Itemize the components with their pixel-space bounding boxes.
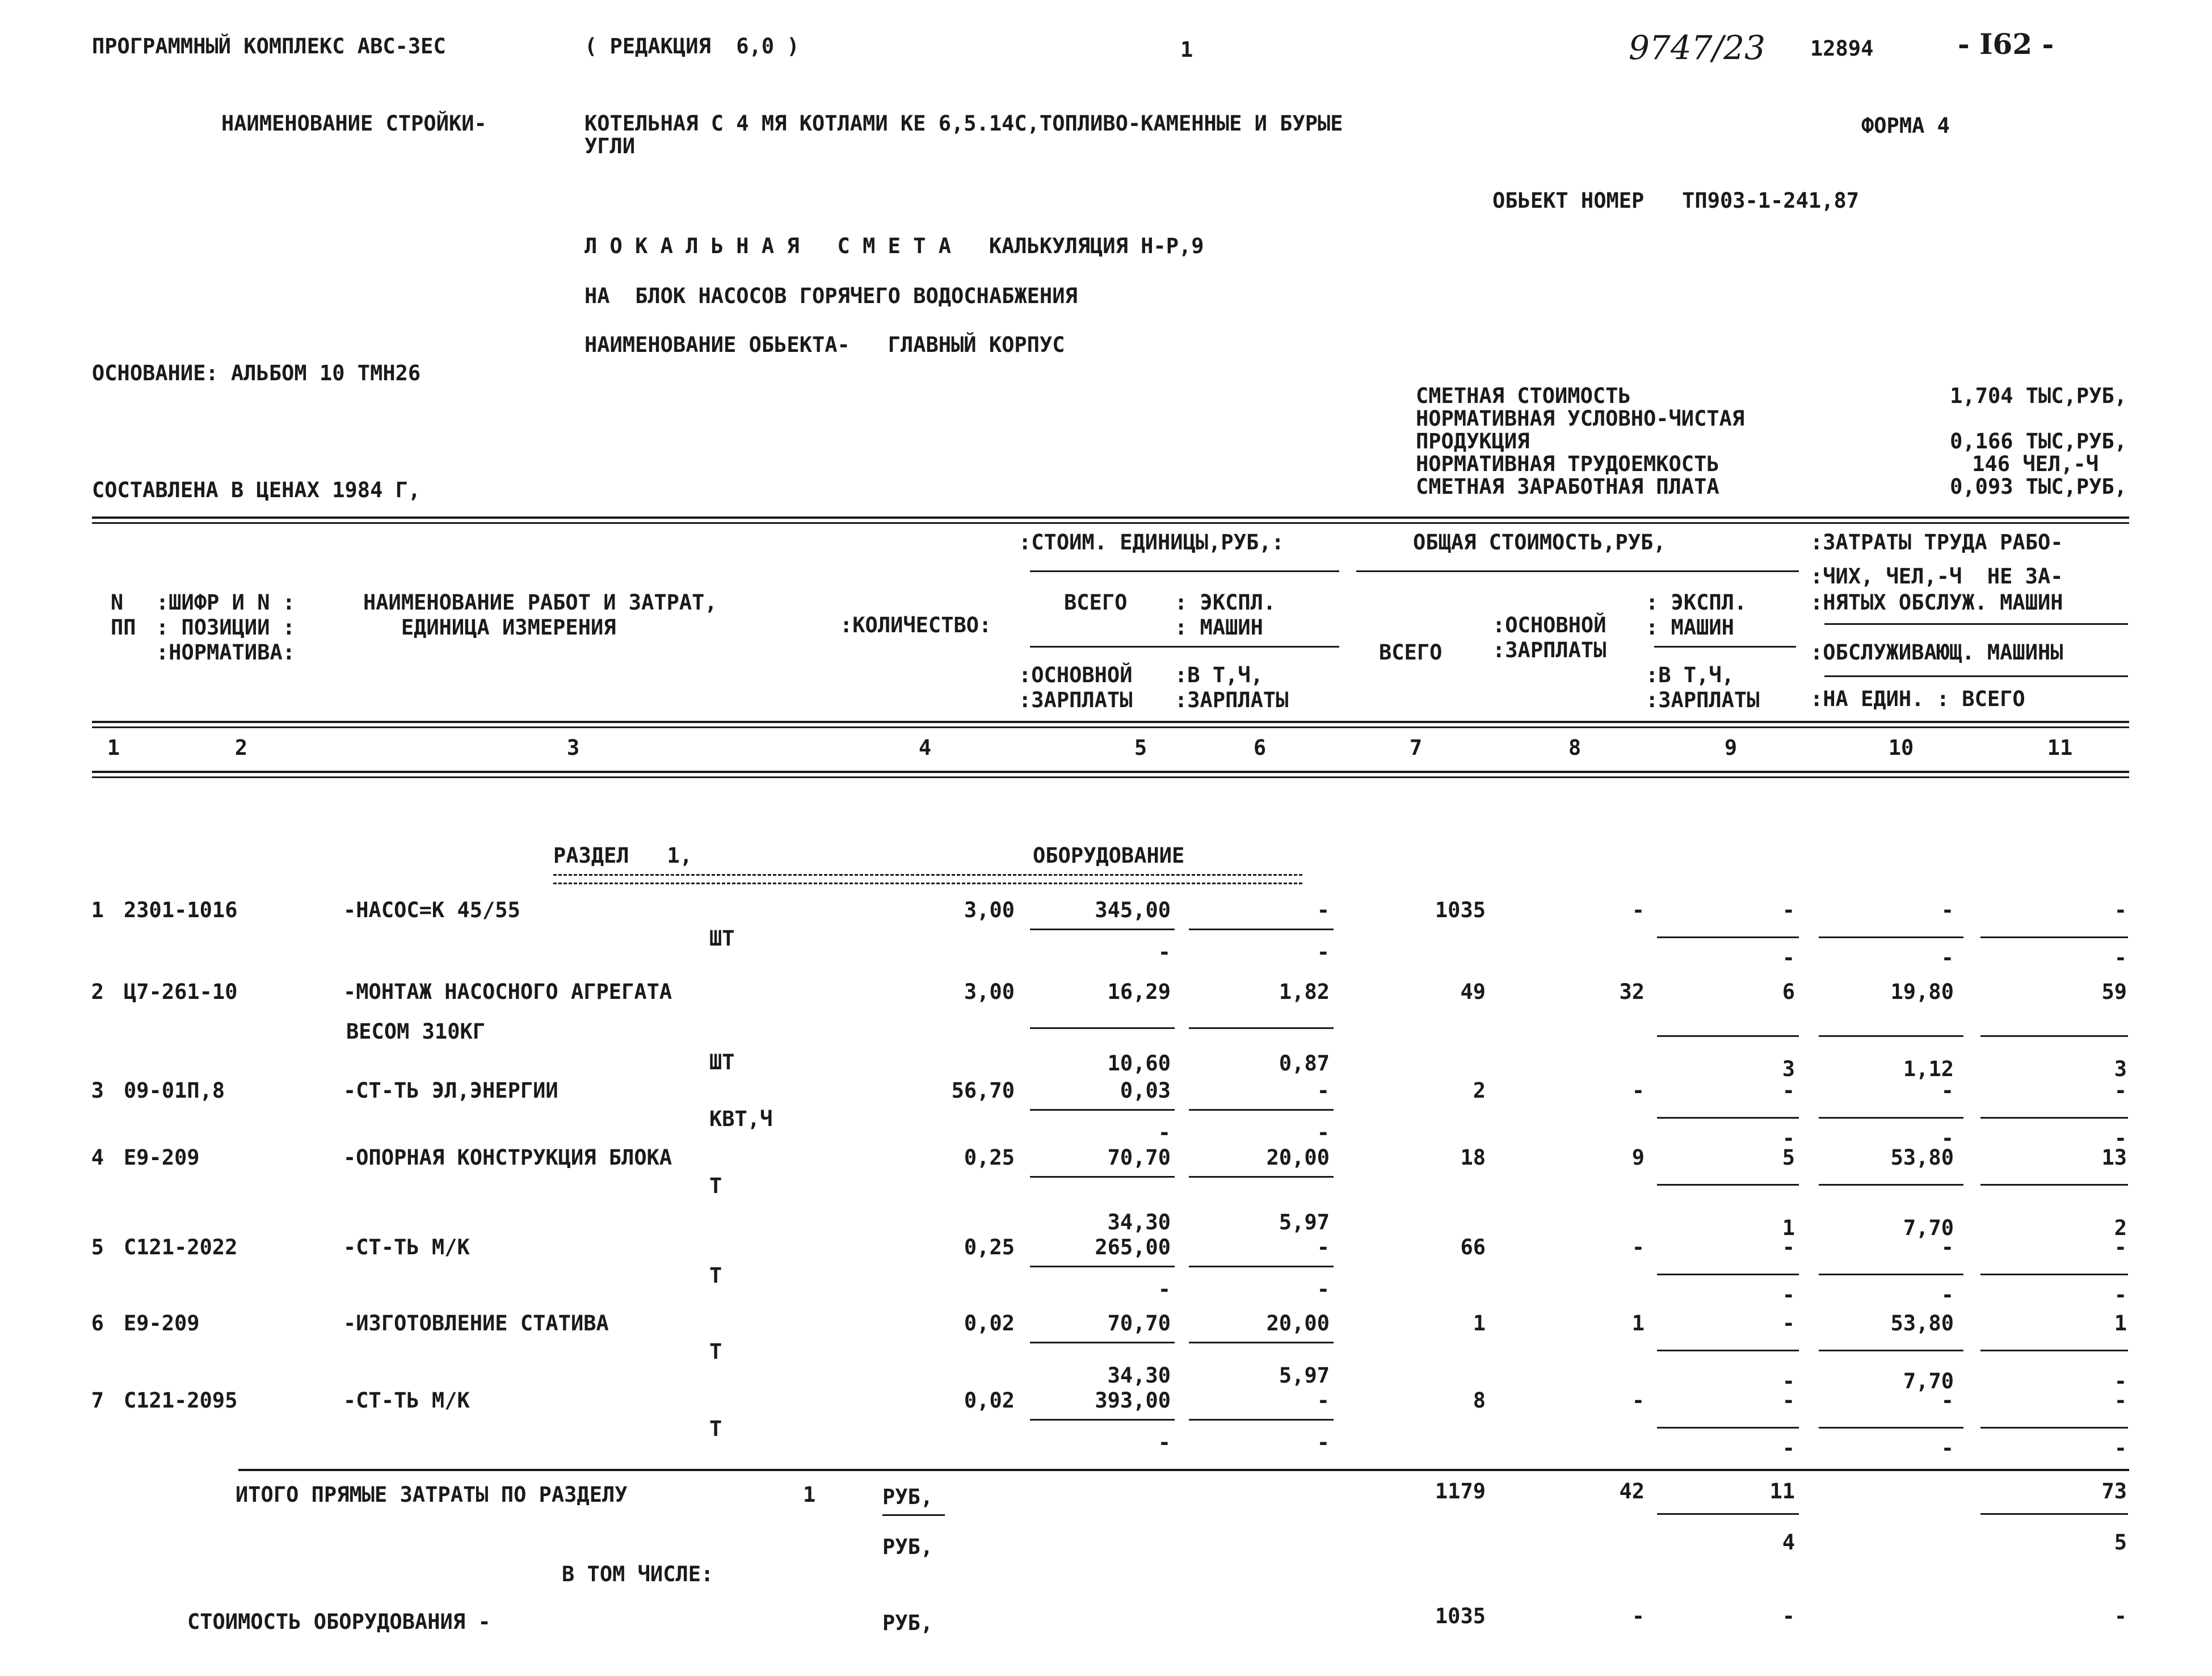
rule-labor-total — [1980, 1350, 2128, 1351]
row-unit-wage: - — [1158, 940, 1171, 964]
col-6-header-mwage: :В Т,Ч, :ЗАРПЛАТЫ — [1175, 663, 1289, 712]
row-labor-unit-2: 7,70 — [1903, 1216, 1954, 1240]
row-code: Е9-209 — [124, 1145, 200, 1170]
row-labor-total-2: - — [2114, 946, 2127, 970]
row-name: -СТ-ТЬ ЭЛ,ЭНЕРГИИ — [343, 1078, 558, 1103]
row-labor-total: 13 — [2101, 1145, 2127, 1170]
row-labor-total-2: 2 — [2114, 1216, 2127, 1240]
row-total: 8 — [1473, 1388, 1486, 1413]
labor-header-3: :НЯТЫХ ОБСЛУЖ. МАШИН — [1810, 590, 2063, 615]
rule-unit-cost — [1030, 570, 1339, 572]
row-total-wage: 1 — [1631, 1311, 1645, 1335]
row-labor-unit-2: - — [1941, 946, 1954, 970]
row-unit-wage: 34,30 — [1107, 1210, 1171, 1234]
row-labor-total: 59 — [2101, 980, 2127, 1004]
estimate-subject: НА БЛОК НАСОСОВ ГОРЯЧЕГО ВОДОСНАБЖЕНИЯ — [584, 284, 1078, 308]
row-total-wage: 9 — [1631, 1145, 1645, 1170]
row-unit-machines: 20,00 — [1266, 1311, 1330, 1335]
row-labor-unit: 19,80 — [1890, 980, 1954, 1004]
totals-labor-2: 5 — [2114, 1530, 2127, 1555]
summary-label: СМЕТНАЯ ЗАРАБОТНАЯ ПЛАТА — [1416, 474, 1719, 499]
row-unit-machine-wage: - — [1317, 1430, 1330, 1455]
rule-labor-total — [1980, 1274, 2128, 1275]
row-total-wage: - — [1631, 1388, 1645, 1413]
row-total-machine-wage: - — [1782, 1436, 1795, 1460]
row-unit-machines: - — [1317, 1235, 1330, 1259]
col-6-header-machines: : ЭКСПЛ. : МАШИН — [1175, 590, 1276, 640]
col-number: 1 — [107, 736, 120, 760]
col-5-header-total: ВСЕГО — [1064, 590, 1128, 615]
rule-totals-unit — [882, 1514, 945, 1516]
row-unit-machine-wage: - — [1317, 940, 1330, 964]
row-labor-total-2: - — [2114, 1283, 2127, 1307]
row-unit-total: 345,00 — [1095, 898, 1171, 922]
rule-labor-unit — [1819, 1117, 1963, 1119]
unit-cost-header: :СТОИМ. ЕДИНИЦЫ,РУБ,: — [1019, 530, 1284, 555]
row-unit-wage: - — [1158, 1430, 1171, 1455]
col-number: 5 — [1134, 736, 1147, 760]
row-quantity: 3,00 — [964, 898, 1015, 922]
row-total-machines: - — [1782, 1235, 1795, 1259]
rule-unit-machines — [1189, 1266, 1334, 1267]
row-name-cont: ВЕСОМ 310КГ — [346, 1019, 486, 1044]
row-total-machines: - — [1782, 1078, 1795, 1103]
row-unit: Т — [709, 1339, 722, 1364]
row-unit-machines: 1,82 — [1279, 980, 1330, 1004]
totals-section: 1 — [803, 1482, 816, 1507]
summary-value: 0,166 ТЫС,РУБ, — [1950, 429, 2127, 453]
row-labor-total: - — [2114, 1235, 2127, 1259]
row-unit-machines: 20,00 — [1266, 1145, 1330, 1170]
rule-total-machines — [1657, 1117, 1799, 1119]
row-unit-wage: - — [1158, 1120, 1171, 1145]
row-labor-total-2: - — [2114, 1126, 2127, 1150]
row-quantity: 0,25 — [964, 1145, 1015, 1170]
row-number: 5 — [91, 1235, 104, 1259]
row-total-machines: - — [1782, 1388, 1795, 1413]
including-label: В ТОМ ЧИСЛЕ: — [562, 1562, 714, 1586]
col-number: 8 — [1568, 736, 1582, 760]
rule-unit-total — [1030, 1176, 1175, 1178]
rule-totals-labor — [1980, 1513, 2128, 1515]
rule-header-bottom-2 — [92, 726, 2129, 728]
rule-unit-machines — [1189, 1419, 1334, 1421]
rule-nums-bottom-2 — [92, 776, 2129, 778]
row-quantity: 3,00 — [964, 980, 1015, 1004]
row-labor-unit-2: - — [1941, 1283, 1954, 1307]
col-2-header: :ШИФР И N : : ПОЗИЦИИ : :НОРМАТИВА: — [156, 590, 296, 665]
row-labor-unit: - — [1941, 1388, 1954, 1413]
row-unit-machine-wage: 5,97 — [1279, 1210, 1330, 1234]
row-unit: Т — [709, 1263, 722, 1288]
rule-top — [92, 516, 2129, 519]
construction-label: НАИМЕНОВАНИЕ СТРОЙКИ- — [221, 111, 487, 136]
row-unit: Т — [709, 1417, 722, 1441]
rule-nums-bottom — [92, 771, 2129, 773]
row-unit: КВТ,Ч — [709, 1107, 773, 1131]
rule-labor-unit — [1819, 1035, 1963, 1037]
row-labor-unit-2: - — [1941, 1436, 1954, 1460]
row-unit-total: 16,29 — [1107, 980, 1171, 1004]
col-8-header: :ОСНОВНОЙ :ЗАРПЛАТЫ — [1492, 613, 1607, 662]
row-labor-unit: - — [1941, 898, 1954, 922]
equipment-cost-machines: - — [1782, 1604, 1795, 1628]
col-number: 9 — [1724, 736, 1738, 760]
row-number: 4 — [91, 1145, 104, 1170]
totals-label: ИТОГО ПРЯМЫЕ ЗАТРАТЫ ПО РАЗДЕЛУ — [236, 1482, 628, 1507]
row-total-machines: - — [1782, 898, 1795, 922]
row-labor-unit-2: 1,12 — [1903, 1057, 1954, 1081]
row-number: 7 — [91, 1388, 104, 1413]
rule-unit-machines — [1189, 1109, 1334, 1111]
row-quantity: 56,70 — [951, 1078, 1015, 1103]
rule-unit-machines — [1189, 1342, 1334, 1343]
construction-name: КОТЕЛЬНАЯ С 4 МЯ КОТЛАМИ КЕ 6,5.14С,ТОПЛИВО-КАМЕННЫЕ И БУРЫЕ — [584, 111, 1343, 136]
totals-total: 1179 — [1435, 1479, 1486, 1503]
document-code: 12894 — [1810, 36, 1874, 61]
summary-value: 146 ЧЕЛ,-Ч — [1972, 452, 2099, 476]
rule-unit-machines — [1189, 1176, 1334, 1178]
col-number: 6 — [1253, 736, 1267, 760]
row-unit: ШТ — [709, 1050, 735, 1074]
program-name: ПРОГРАММНЫЙ КОМПЛЕКС АВС-ЗЕС — [92, 34, 446, 58]
row-unit-total: 0,03 — [1120, 1078, 1171, 1103]
summary-label: СМЕТНАЯ СТОИМОСТЬ — [1416, 384, 1631, 408]
row-total-machine-wage: - — [1782, 1283, 1795, 1307]
row-unit-machines: - — [1317, 1078, 1330, 1103]
rule-total-machines — [1657, 1427, 1799, 1429]
row-total-wage: - — [1631, 898, 1645, 922]
row-total-machines: 5 — [1782, 1145, 1795, 1170]
labor-header-2: :ЧИХ, ЧЕЛ,-Ч НЕ ЗА- — [1810, 564, 2063, 589]
rule-labor-total — [1980, 1117, 2128, 1119]
row-name: -ИЗГОТОВЛЕНИЕ СТАТИВА — [343, 1311, 609, 1335]
row-unit-wage: 10,60 — [1107, 1051, 1171, 1076]
row-total-wage: 32 — [1619, 980, 1645, 1004]
row-unit-wage: 34,30 — [1107, 1363, 1171, 1388]
summary-label: ПРОДУКЦИЯ — [1416, 429, 1530, 453]
col-number: 3 — [566, 736, 580, 760]
row-total-wage: - — [1631, 1078, 1645, 1103]
equipment-cost-label: СТОИМОСТЬ ОБОРУДОВАНИЯ - — [187, 1610, 491, 1634]
totals-unit-2: РУБ, — [882, 1535, 933, 1559]
row-name: -СТ-ТЬ М/К — [343, 1388, 470, 1413]
row-total: 2 — [1473, 1078, 1486, 1103]
row-code: Ц7-261-10 — [124, 980, 238, 1004]
row-total: 1035 — [1435, 898, 1486, 922]
estimate-title: Л О К А Л Ь Н А Я С М Е Т А КАЛЬКУЛЯЦИЯ Н-Р,9 — [584, 234, 1204, 258]
rule-total-cost — [1356, 570, 1799, 572]
section-label: РАЗДЕЛ 1, — [553, 843, 693, 868]
rule-labor-total — [1980, 1184, 2128, 1186]
row-labor-unit: 53,80 — [1890, 1145, 1954, 1170]
row-labor-total-2: - — [2114, 1436, 2127, 1460]
equipment-cost-total: 1035 — [1435, 1604, 1486, 1628]
row-quantity: 0,25 — [964, 1235, 1015, 1259]
row-number: 1 — [91, 898, 104, 922]
rule-labor-unit — [1819, 936, 1963, 938]
row-labor-total: - — [2114, 898, 2127, 922]
rule-labor-total — [1980, 936, 2128, 938]
rule-labor-unit — [1819, 1274, 1963, 1275]
row-name: -МОНТАЖ НАСОСНОГО АГРЕГАТА — [343, 980, 672, 1004]
rule-total-machines — [1657, 1350, 1799, 1351]
form-number: ФОРМА 4 — [1861, 114, 1950, 138]
edition: ( РЕДАКЦИЯ 6,0 ) — [584, 34, 800, 58]
row-code: С121-2095 — [124, 1388, 238, 1413]
construction-name-cont: УГЛИ — [584, 134, 636, 158]
row-code: 09-01П,8 — [124, 1078, 225, 1103]
compiled-prices: СОСТАВЛЕНА В ЦЕНАХ 1984 Г, — [92, 478, 421, 502]
rule-totals-mach — [1657, 1513, 1799, 1515]
row-unit: Т — [709, 1174, 722, 1198]
row-unit-machine-wage: 0,87 — [1279, 1051, 1330, 1076]
row-labor-unit: - — [1941, 1235, 1954, 1259]
object-name: НАИМЕНОВАНИЕ ОБЬЕКТА- ГЛАВНЫЙ КОРПУС — [584, 333, 1065, 357]
row-labor-unit: - — [1941, 1078, 1954, 1103]
rule-total-machines — [1657, 1274, 1799, 1275]
rule-labor — [1824, 623, 2128, 625]
col-9-header-mwage: :В Т,Ч, :ЗАРПЛАТЫ — [1646, 663, 1760, 712]
totals-unit: РУБ, — [882, 1485, 933, 1509]
row-unit-total: 70,70 — [1107, 1145, 1171, 1170]
row-unit-total: 70,70 — [1107, 1311, 1171, 1335]
handwritten-number: 9747/23 — [1629, 28, 1765, 67]
rule-unit-machines — [1189, 929, 1334, 930]
row-unit-machines: - — [1317, 1388, 1330, 1413]
rule-unit-total — [1030, 929, 1175, 930]
row-total: 66 — [1460, 1235, 1486, 1259]
row-name: -СТ-ТЬ М/К — [343, 1235, 470, 1259]
row-labor-unit: 53,80 — [1890, 1311, 1954, 1335]
rule-labor-unit — [1819, 1350, 1963, 1351]
row-total-machine-wage: - — [1782, 1126, 1795, 1150]
labor-header-5: :НА ЕДИН. : ВСЕГО — [1810, 687, 2025, 711]
rule-unit-total — [1030, 1342, 1175, 1343]
row-unit-wage: - — [1158, 1277, 1171, 1301]
col-number: 4 — [918, 736, 932, 760]
rule-top-2 — [92, 522, 2129, 524]
sheet-number: 1 — [1180, 37, 1193, 62]
labor-header-4: :ОБСЛУЖИВАЮЩ. МАШИНЫ — [1810, 640, 2063, 665]
row-total-wage: - — [1631, 1235, 1645, 1259]
col-number: 2 — [234, 736, 248, 760]
col-number: 10 — [1888, 736, 1914, 760]
row-total-machines: 6 — [1782, 980, 1795, 1004]
summary-label: НОРМАТИВНАЯ ТРУДОЕМКОСТЬ — [1416, 452, 1719, 476]
col-3-header: НАИМЕНОВАНИЕ РАБОТ И ЗАТРАТ, ЕДИНИЦА ИЗМЕРЕНИЯ — [363, 590, 717, 640]
rule-unit-total — [1030, 1266, 1175, 1267]
summary-value: 0,093 ТЫС,РУБ, — [1950, 474, 2127, 499]
rule-labor-unit — [1819, 1427, 1963, 1429]
object-number: ОБЬЕКТ НОМЕР ТП903-1-241,87 — [1492, 188, 1860, 213]
rule-unit-total — [1030, 1419, 1175, 1421]
rule-total-machines — [1657, 936, 1799, 938]
labor-header-1: :ЗАТРАТЫ ТРУДА РАБО- — [1810, 530, 2063, 555]
equipment-cost-labor: - — [2114, 1604, 2127, 1628]
col-number: 7 — [1409, 736, 1423, 760]
row-number: 6 — [91, 1311, 104, 1335]
rule-total-machines — [1657, 1184, 1799, 1186]
rule-unit-cost-2 — [1030, 646, 1339, 648]
col-5-header-wage: :ОСНОВНОЙ :ЗАРПЛАТЫ — [1019, 663, 1133, 712]
row-unit-machine-wage: - — [1317, 1277, 1330, 1301]
rule-labor-total — [1980, 1035, 2128, 1037]
section-name: ОБОРУДОВАНИЕ — [1033, 843, 1185, 868]
row-code: С121-2022 — [124, 1235, 238, 1259]
row-labor-total: - — [2114, 1078, 2127, 1103]
rule-total-machines — [1657, 1035, 1799, 1037]
rule-labor-2 — [1824, 675, 2128, 677]
col-7-header: ВСЕГО — [1379, 640, 1443, 665]
rule-labor-unit — [1819, 1184, 1963, 1186]
row-number: 3 — [91, 1078, 104, 1103]
rule-labor-total — [1980, 1427, 2128, 1429]
row-number: 2 — [91, 980, 104, 1004]
row-unit-machine-wage: 5,97 — [1279, 1363, 1330, 1388]
row-quantity: 0,02 — [964, 1311, 1015, 1335]
summary-value: 1,704 ТЫС,РУБ, — [1950, 384, 2127, 408]
row-total-machine-wage: 3 — [1782, 1057, 1795, 1081]
col-4-header: :КОЛИЧЕСТВО: — [840, 613, 992, 637]
col-9-header-machines: : ЭКСПЛ. : МАШИН — [1646, 590, 1747, 640]
section-underline — [553, 874, 1302, 884]
row-labor-total: 1 — [2114, 1311, 2127, 1335]
row-unit-machines: - — [1317, 898, 1330, 922]
total-cost-header: ОБЩАЯ СТОИМОСТЬ,РУБ, — [1413, 530, 1666, 555]
row-quantity: 0,02 — [964, 1388, 1015, 1413]
row-labor-unit-2: - — [1941, 1126, 1954, 1150]
row-name: -НАСОС=К 45/55 — [343, 898, 520, 922]
row-total-machines: - — [1782, 1311, 1795, 1335]
row-total: 18 — [1460, 1145, 1486, 1170]
row-unit-machine-wage: - — [1317, 1120, 1330, 1145]
col-number: 11 — [2047, 736, 2073, 760]
totals-machines: 11 — [1769, 1479, 1795, 1503]
row-total: 49 — [1460, 980, 1486, 1004]
row-total-machine-wage: 1 — [1782, 1216, 1795, 1240]
row-code: Е9-209 — [124, 1311, 200, 1335]
row-labor-total-2: - — [2114, 1369, 2127, 1393]
row-total-machine-wage: - — [1782, 946, 1795, 970]
row-name: -ОПОРНАЯ КОНСТРУКЦИЯ БЛОКА — [343, 1145, 672, 1170]
row-unit: ШТ — [709, 926, 735, 951]
row-total-machine-wage: - — [1782, 1369, 1795, 1393]
summary-label: НОРМАТИВНАЯ УСЛОВНО-ЧИСТАЯ — [1416, 406, 1745, 431]
row-unit-total: 393,00 — [1095, 1388, 1171, 1413]
basis: ОСНОВАНИЕ: АЛЬБОМ 10 ТМН26 — [92, 361, 421, 385]
row-total: 1 — [1473, 1311, 1486, 1335]
rule-unit-machines — [1189, 1027, 1334, 1029]
row-labor-unit-2: 7,70 — [1903, 1369, 1954, 1393]
rule-unit-total — [1030, 1109, 1175, 1111]
page-number: - I62 - — [1958, 27, 2054, 61]
row-labor-total: - — [2114, 1388, 2127, 1413]
row-labor-total-2: 3 — [2114, 1057, 2127, 1081]
equipment-cost-wage: - — [1631, 1604, 1645, 1628]
totals-wage: 42 — [1619, 1479, 1645, 1503]
totals-mwage: 4 — [1782, 1530, 1795, 1555]
rule-header-bottom — [92, 721, 2129, 723]
rule-col-9 — [1654, 646, 1796, 648]
rule-unit-total — [1030, 1027, 1175, 1029]
rule-totals — [238, 1469, 2129, 1471]
row-code: 2301-1016 — [124, 898, 238, 922]
totals-labor: 73 — [2101, 1479, 2127, 1503]
col-1-header: N ПП — [111, 590, 136, 640]
row-unit-total: 265,00 — [1095, 1235, 1171, 1259]
equipment-cost-unit: РУБ, — [882, 1611, 933, 1635]
